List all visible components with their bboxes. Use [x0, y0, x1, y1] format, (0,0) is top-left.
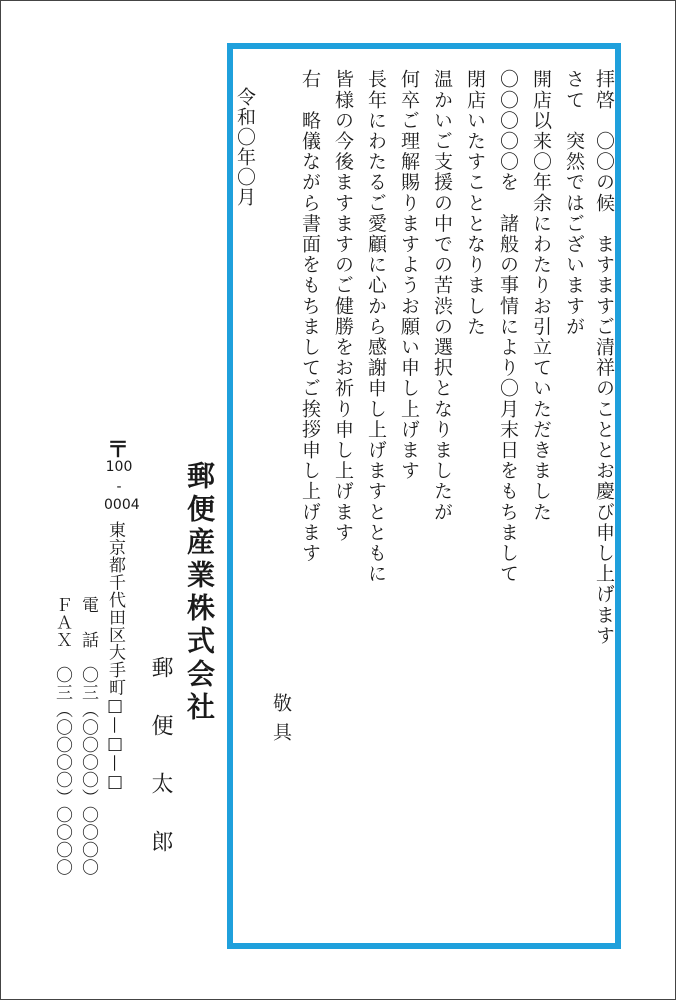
- letter-line-7: 何卒ご理解賜りますようお願い申し上げます: [398, 69, 420, 481]
- postal-code-top: 100: [105, 459, 133, 475]
- telephone-number: 電 話 〇三（〇〇〇〇）〇〇〇〇: [78, 596, 98, 876]
- letter-line-8: 長年にわたるご愛顧に心から感謝申し上げますとともに: [365, 69, 387, 584]
- person-name: 郵便太郎: [148, 656, 173, 888]
- letter-line-5: 閉店いたすこととなりました: [464, 69, 486, 337]
- company-name: 郵便産業株式会社: [183, 461, 216, 725]
- letter-line-1: 拝啓 〇〇の候 ますますご清祥のこととお慶び申し上げます: [593, 69, 615, 646]
- letter-line-9: 皆様の今後ますますのご健勝をお祈り申し上げます: [332, 69, 354, 543]
- letter-line-10: 右 略儀ながら書面をもちましてご挨拶申し上げます: [299, 69, 321, 564]
- postal-code-bottom: 0004: [104, 497, 140, 513]
- closing-phrase: 敬具: [270, 693, 292, 751]
- fax-number: ＦＡＸ 〇三（〇〇〇〇）〇〇〇〇: [52, 596, 72, 876]
- letter-line-4: 〇〇〇〇〇を 諸般の事情により〇月末日をもちまして: [497, 69, 519, 584]
- letter-line-3: 開店以来〇年余にわたりお引立ていただきました: [530, 69, 552, 523]
- postal-code-separator: -: [116, 479, 122, 495]
- message-frame: [227, 43, 621, 949]
- letter-line-2: さて 突然ではございますが: [563, 69, 585, 337]
- letter-date: 令和〇年〇月: [234, 87, 256, 207]
- sender-address: 東京都千代田区大手町□—□—□: [105, 521, 125, 793]
- postal-mark-icon: 〒: [107, 438, 130, 463]
- letter-line-6: 温かいご支援の中での苦渋の選択となりましたが: [431, 69, 453, 523]
